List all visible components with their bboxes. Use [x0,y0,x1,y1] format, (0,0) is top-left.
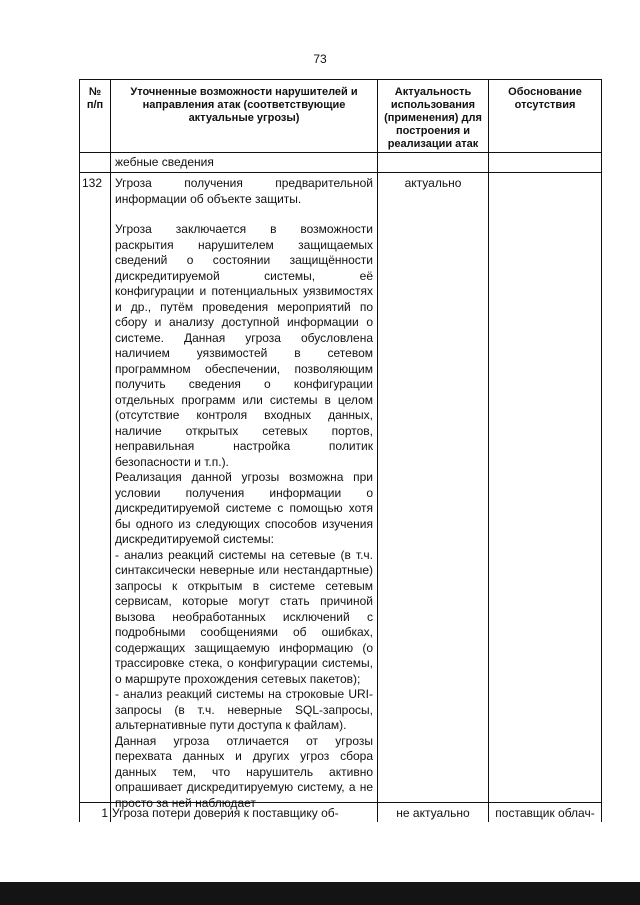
row-132-paragraph-2: Реализация данной угрозы возможна при условии получения информации о дискредитируемой системе с помощью хотя бы одного из следующих способов изучения дискредитируемой системы: [115,470,373,546]
column-divider-2 [377,79,378,822]
row-132-relevance: актуально [404,176,462,190]
table-left-border [79,79,80,822]
table-right-border [601,79,602,822]
row-132-number: 132 [82,176,103,190]
column-divider-1 [110,79,111,822]
continuation-row-bottom-border [79,172,602,173]
column-divider-3 [488,79,489,822]
header-num: № п/п [86,86,104,111]
row-132-threat-description [115,176,373,811]
header-relevance: Актуальность использования (применения) для построения и реализации атак [384,86,482,150]
row-next-relevance: не актуально [396,806,470,820]
header-bottom-border [79,152,602,153]
row-132-bullet-1: - анализ реакций системы на сетевые (в т.ч. синтаксически неверные или нестандартные) запросы к открытым в системе сетевым сервисам, которые могут стать причиной вызова необработанных исключений с подробными сообщениями об ошибках, содержащих защищаемую информацию (о трассировке стека, о конфигурации системы, о маршруте прохождения сетевых пакетов); [115,547,373,686]
row-next-number: 1 [101,806,108,820]
row-132-paragraph-1: Угроза заключается в возможности раскрытия нарушителем защищаемых сведений о состоянии защищённости дискредитируемой системы, её конфигурации и потенциальных уязвимостях и др., путём проведения мероприятий по сбору и анализу доступной информации о системе. Данная угроза обусловлена наличием уязвимостей в сетевом программном обеспечении, позволяющим получить сведения о конфигурации отдельных программ или системы в целом (отсутствие контроля входных данных, наличие открытых сетевых портов, неправильная настройка политик безопасности и т.п.). [115,222,373,469]
row-132-paragraph-3: Данная угроза отличается от угрозы перехвата данных и других угроз сбора данных тем, что нарушитель активно опрашивает дискредитируемую систему, а не просто за ней наблюдает [115,733,373,810]
header-reason: Обоснование отсутствия [508,86,582,111]
row-132-title: Угроза получения предварительной информации об объекте защиты. [115,176,373,206]
scan-bottom-edge [0,882,640,905]
row-132-bullet-2: - анализ реакций системы на строковые URI-запросы (в т.ч. неверные SQL-запросы, альтернативные пути доступа к файлам). [115,687,373,732]
row-next-reason: поставщик облач- [495,806,595,820]
row-next-title: Угроза потери доверия к поставщику об- [112,806,339,820]
table-top-border [79,79,602,80]
continuation-text: жебные сведения [115,155,214,169]
header-threat: Уточненные возможности нарушителей и направления атак (соответствующие актуальные угрозы) [130,86,358,124]
page-number: 73 [313,52,327,66]
